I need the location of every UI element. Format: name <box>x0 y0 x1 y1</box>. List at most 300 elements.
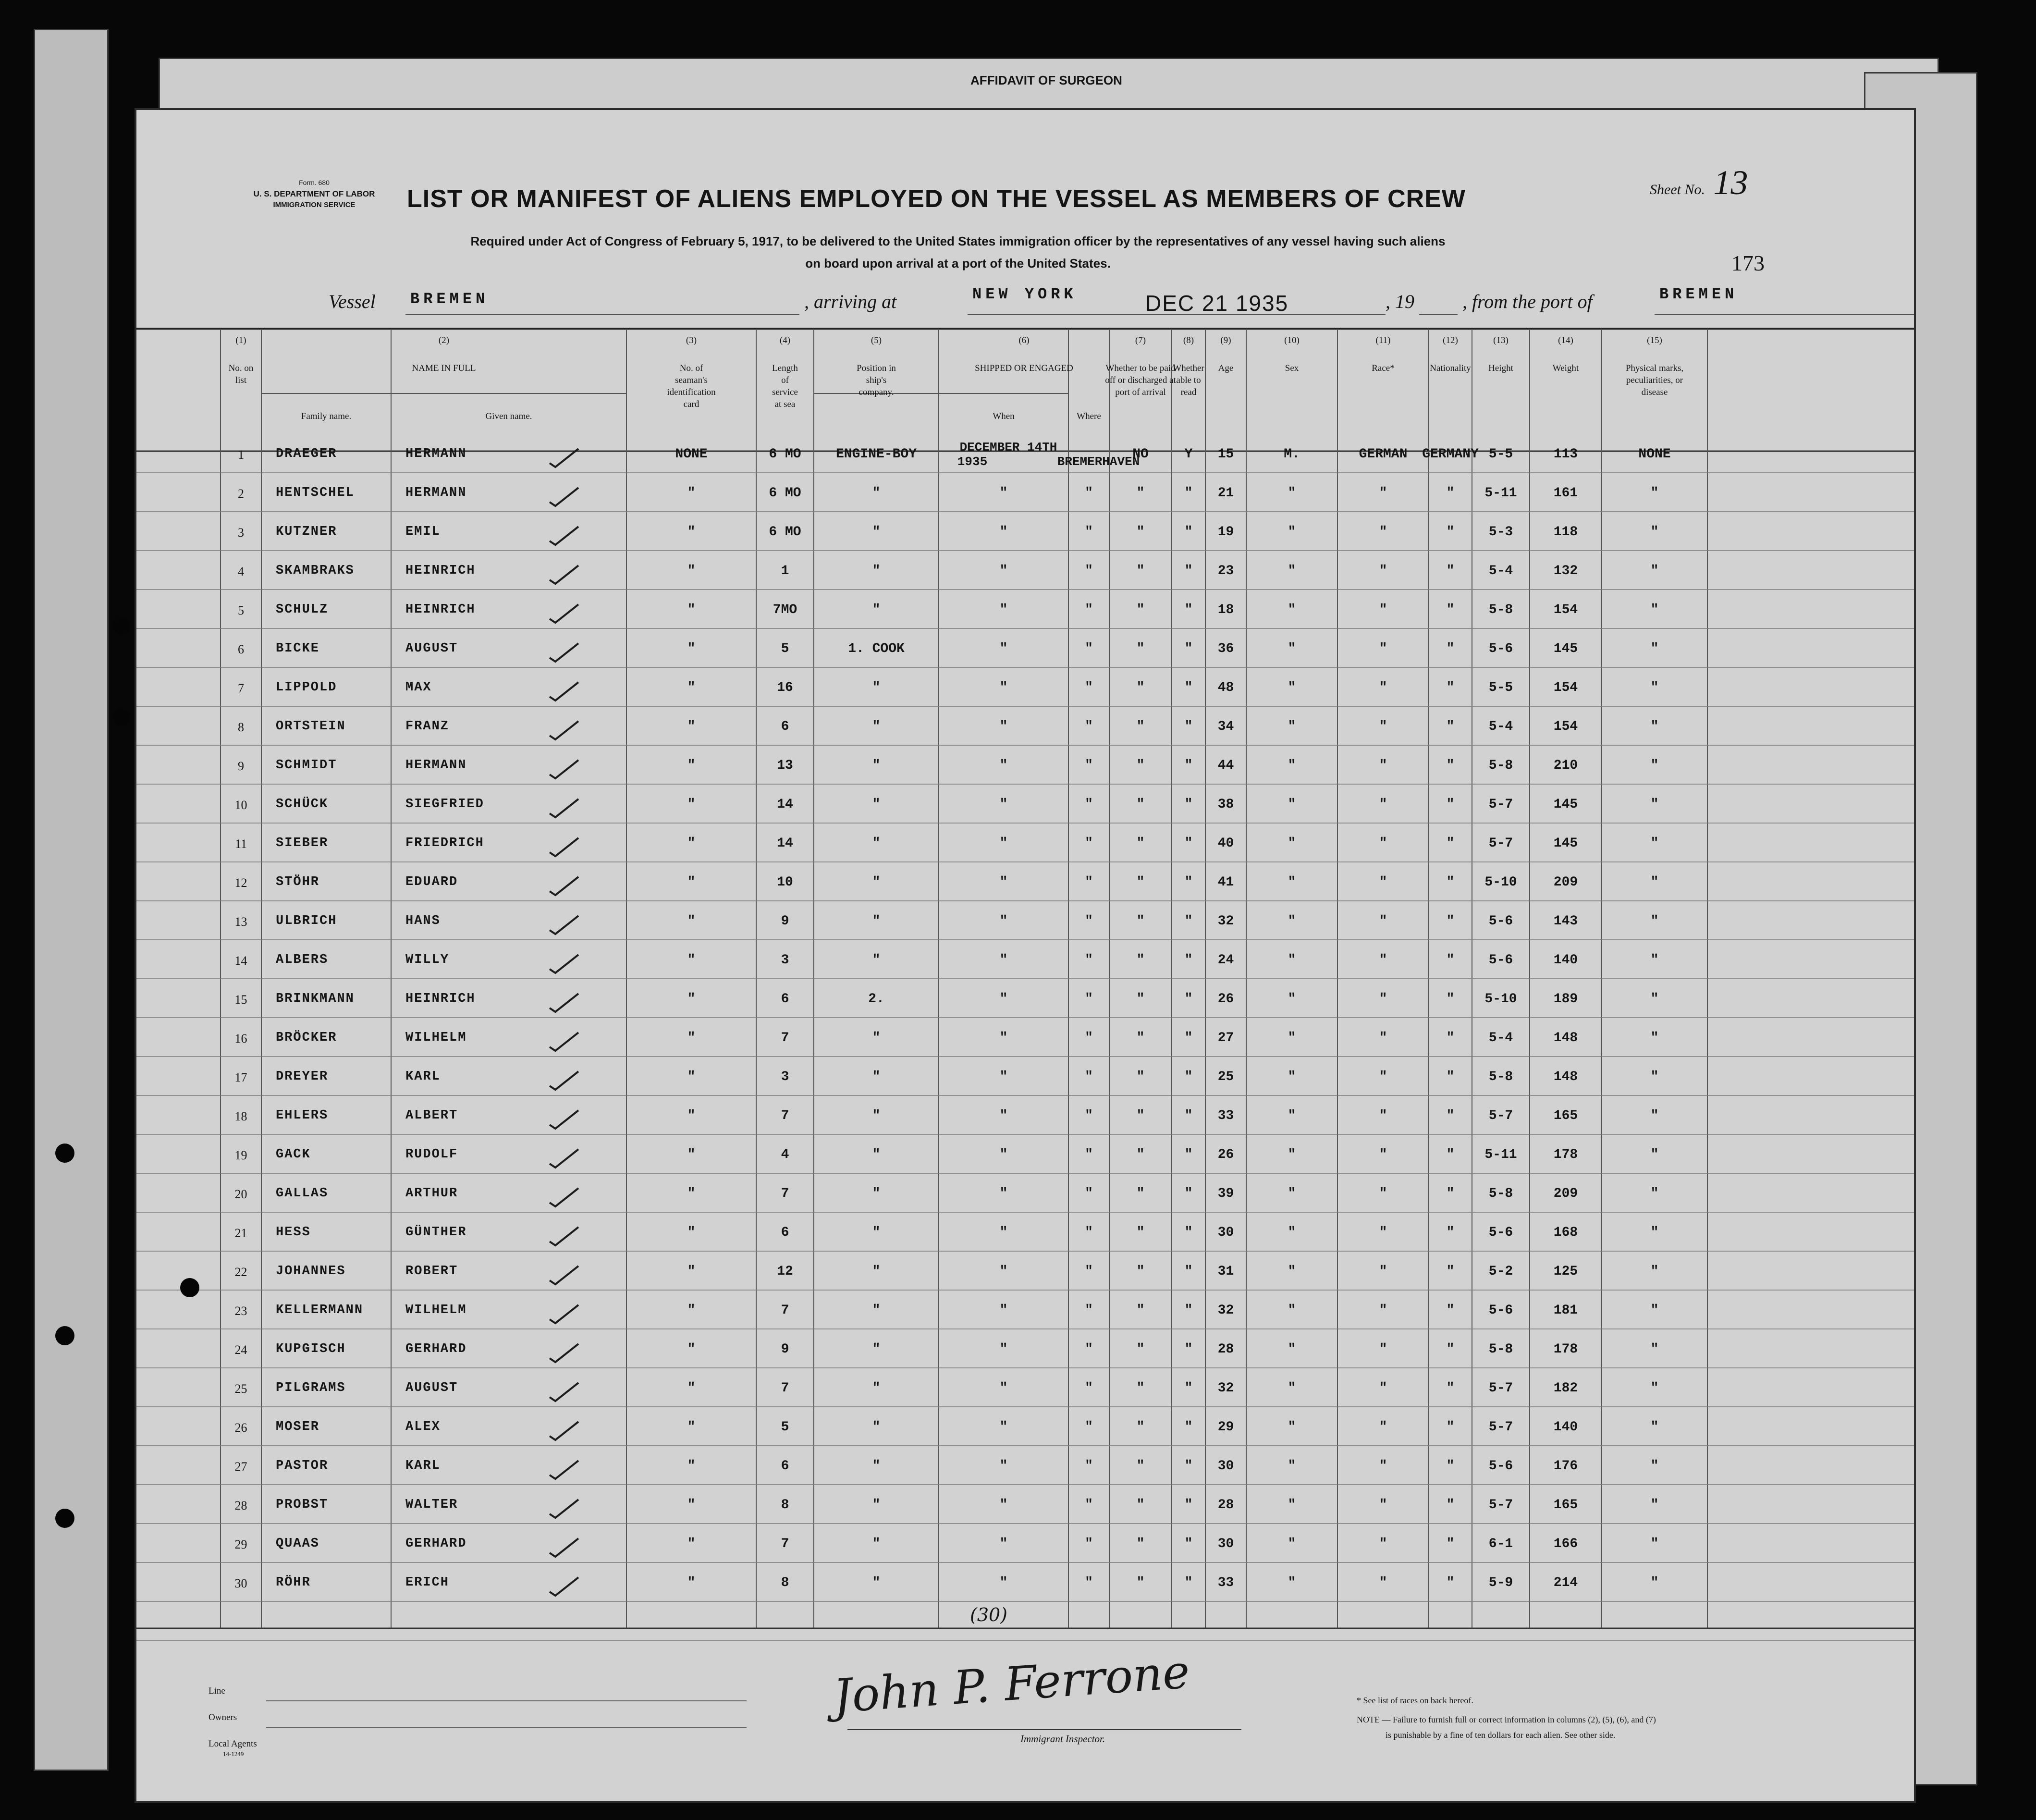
position: " <box>872 836 881 851</box>
able-to-read: " <box>1184 836 1193 851</box>
id-card: " <box>687 1575 696 1590</box>
check-mark <box>550 1149 578 1168</box>
shipped-when: 1935 <box>957 455 988 469</box>
id-card: " <box>687 836 696 851</box>
able-to-read: " <box>1184 758 1193 773</box>
physical-marks: " <box>1650 992 1659 1007</box>
race: " <box>1379 680 1387 695</box>
nationality: " <box>1446 1186 1455 1201</box>
footer-form-code: 14-1249 <box>223 1750 244 1758</box>
footer-owners-label: Owners <box>209 1712 237 1722</box>
page-number: 173 <box>1731 251 1765 275</box>
row-number: 7 <box>238 681 244 695</box>
check-mark <box>550 1071 578 1090</box>
given-name: GÜNTHER <box>405 1225 467 1240</box>
height: 5-6 <box>1488 1225 1513 1240</box>
service-length: 1 <box>781 564 789 578</box>
binder-hole <box>55 1144 74 1163</box>
row-number: 27 <box>234 1460 247 1474</box>
shipped-when: " <box>999 797 1008 812</box>
age: 28 <box>1217 1342 1234 1357</box>
able-to-read: " <box>1184 1420 1193 1435</box>
physical-marks: " <box>1650 1498 1659 1513</box>
affidavit-heading: AFFIDAVIT OF SURGEON <box>970 73 1122 87</box>
row-number: 17 <box>234 1070 247 1084</box>
weight: 168 <box>1553 1225 1578 1240</box>
given-name: HEINRICH <box>405 564 476 578</box>
able-to-read: " <box>1184 1303 1193 1318</box>
check-mark <box>550 488 578 506</box>
nationality: " <box>1446 914 1455 929</box>
service-length: 6 <box>781 1459 789 1474</box>
given-name: ALBERT <box>405 1108 458 1123</box>
able-to-read: " <box>1184 992 1193 1007</box>
able-to-read: " <box>1184 1147 1193 1162</box>
column-number: (3) <box>686 335 697 345</box>
shipped-when: " <box>999 564 1008 578</box>
service-length: 13 <box>777 758 793 773</box>
nationality: " <box>1446 1070 1455 1084</box>
service-length: 14 <box>777 797 793 812</box>
physical-marks: " <box>1650 1070 1659 1084</box>
department-name: U. S. DEPARTMENT OF LABOR <box>253 189 375 198</box>
shipped-when: " <box>999 486 1008 501</box>
nationality: " <box>1446 641 1455 656</box>
paid-off: " <box>1136 680 1145 695</box>
given-name: GERHARD <box>405 1537 467 1551</box>
check-mark <box>550 838 578 856</box>
weight: 165 <box>1553 1108 1578 1123</box>
family-name: KELLERMANN <box>276 1303 364 1317</box>
physical-marks: " <box>1650 1342 1659 1357</box>
able-to-read: " <box>1184 1108 1193 1123</box>
check-mark <box>550 1227 578 1245</box>
nationality: " <box>1446 1381 1455 1396</box>
height: 5-4 <box>1488 564 1513 578</box>
service-length: 9 <box>781 914 789 929</box>
position: " <box>872 1108 881 1123</box>
able-to-read: " <box>1184 914 1193 929</box>
paid-off: " <box>1136 1459 1145 1474</box>
nationality: " <box>1446 875 1455 890</box>
able-to-read: " <box>1184 1459 1193 1474</box>
age: 30 <box>1217 1537 1234 1551</box>
shipped-when: " <box>999 875 1008 890</box>
shipped-where: " <box>1085 1186 1093 1201</box>
height: 5-4 <box>1488 719 1513 734</box>
column-header: Race* <box>1372 363 1395 373</box>
family-name: SCHMIDT <box>276 758 337 773</box>
family-name: PASTOR <box>276 1459 329 1473</box>
given-name: WILHELM <box>405 1031 467 1045</box>
position: " <box>872 486 881 501</box>
column-header-where: Where <box>1077 411 1101 421</box>
row-number: 14 <box>234 954 247 968</box>
row-number: 29 <box>234 1537 247 1551</box>
able-to-read: " <box>1184 603 1193 617</box>
family-name: HENTSCHEL <box>276 486 355 500</box>
family-name: BRÖCKER <box>276 1031 337 1045</box>
id-card: " <box>687 797 696 812</box>
sex: " <box>1288 1264 1296 1279</box>
race: " <box>1379 1381 1387 1396</box>
family-name: GACK <box>276 1147 311 1162</box>
given-name: WALTER <box>405 1498 458 1512</box>
id-card: " <box>687 1108 696 1123</box>
column-number: (4) <box>779 335 791 345</box>
id-card: " <box>687 1225 696 1240</box>
sex: " <box>1288 992 1296 1007</box>
service-length: 5 <box>781 1420 789 1435</box>
physical-marks: " <box>1650 1381 1659 1396</box>
height: 6-1 <box>1488 1537 1513 1551</box>
check-mark <box>550 527 578 545</box>
age: 34 <box>1217 719 1234 734</box>
height: 5-7 <box>1488 1498 1513 1513</box>
able-to-read: " <box>1184 486 1193 501</box>
paid-off: " <box>1136 641 1145 656</box>
physical-marks: " <box>1650 1264 1659 1279</box>
column-number: (15) <box>1647 335 1662 345</box>
race: " <box>1379 1459 1387 1474</box>
height: 5-8 <box>1488 603 1513 617</box>
paid-off: " <box>1136 1147 1145 1162</box>
given-name: HANS <box>405 914 441 928</box>
manifest-page <box>135 108 1916 1803</box>
row-number: 9 <box>238 759 244 773</box>
nationality: GERMANY <box>1422 447 1479 462</box>
row-number: 5 <box>238 603 244 617</box>
service-length: 8 <box>781 1575 789 1590</box>
id-card: " <box>687 1070 696 1084</box>
height: 5-8 <box>1488 1342 1513 1357</box>
position: " <box>872 1420 881 1435</box>
race: " <box>1379 1225 1387 1240</box>
height: 5-8 <box>1488 1186 1513 1201</box>
given-name: WILLY <box>405 953 450 967</box>
physical-marks: " <box>1650 953 1659 968</box>
service-name: IMMIGRATION SERVICE <box>273 201 356 209</box>
service-length: 12 <box>777 1264 793 1279</box>
given-name: ERICH <box>405 1575 450 1590</box>
height: 5-7 <box>1488 836 1513 851</box>
arrival-date-stamp: DEC 21 1935 <box>1145 291 1289 316</box>
shipped-when: " <box>999 719 1008 734</box>
height: 5-4 <box>1488 1031 1513 1045</box>
height: 5-7 <box>1488 1420 1513 1435</box>
nationality: " <box>1446 836 1455 851</box>
column-header-when: When <box>993 411 1015 421</box>
race: " <box>1379 525 1387 540</box>
sex: " <box>1288 1498 1296 1513</box>
shipped-where: " <box>1085 603 1093 617</box>
weight: 178 <box>1553 1147 1578 1162</box>
column-header-given: Given name. <box>485 411 532 421</box>
arriving-port: NEW YORK <box>972 285 1077 303</box>
column-number: (1) <box>235 335 246 345</box>
height: 5-10 <box>1484 875 1517 890</box>
row-number: 6 <box>238 642 244 656</box>
physical-marks: " <box>1650 1575 1659 1590</box>
id-card: " <box>687 1498 696 1513</box>
height: 5-10 <box>1484 992 1517 1007</box>
shipped-where: BREMERHAVEN <box>1057 455 1140 469</box>
penalty-note-1: NOTE — Failure to furnish full or correct information in columns (2), (5), (6), and (7) <box>1357 1715 1656 1724</box>
nationality: " <box>1446 797 1455 812</box>
service-length: 4 <box>781 1147 789 1162</box>
paid-off: " <box>1136 875 1145 890</box>
sex: " <box>1288 525 1296 540</box>
check-mark <box>550 682 578 701</box>
sex: " <box>1288 1070 1296 1084</box>
age: 29 <box>1217 1420 1234 1435</box>
family-name: GALLAS <box>276 1186 329 1201</box>
given-name: GERHARD <box>405 1342 467 1356</box>
nationality: " <box>1446 719 1455 734</box>
service-length: 9 <box>781 1342 789 1357</box>
shipped-when: " <box>999 1420 1008 1435</box>
weight: 113 <box>1553 447 1578 462</box>
position: " <box>872 1381 881 1396</box>
subtitle-line-2: on board upon arrival at a port of the United States. <box>805 256 1111 271</box>
service-length: 7 <box>781 1031 789 1045</box>
shipped-when: " <box>999 680 1008 695</box>
age: 32 <box>1217 914 1234 929</box>
physical-marks: " <box>1650 797 1659 812</box>
able-to-read: " <box>1184 1381 1193 1396</box>
id-card: " <box>687 1303 696 1318</box>
service-length: 10 <box>777 875 793 890</box>
age: 40 <box>1217 836 1234 851</box>
race: " <box>1379 1303 1387 1318</box>
sex: " <box>1288 603 1296 617</box>
shipped-where: " <box>1085 1420 1093 1435</box>
shipped-where: " <box>1085 525 1093 540</box>
nationality: " <box>1446 680 1455 695</box>
column-number: (11) <box>1375 335 1391 345</box>
shipped-when: " <box>999 1225 1008 1240</box>
row-number: 11 <box>234 837 247 851</box>
given-name: KARL <box>405 1459 441 1473</box>
family-name: QUAAS <box>276 1537 320 1551</box>
age: 27 <box>1217 1031 1234 1045</box>
column-header: Length of service at sea <box>772 363 798 409</box>
row-number: 25 <box>234 1382 247 1396</box>
shipped-where: " <box>1085 1031 1093 1045</box>
sex: M. <box>1284 447 1300 462</box>
able-to-read: " <box>1184 1575 1193 1590</box>
binder-hole <box>55 1326 74 1345</box>
row-number: 15 <box>234 993 247 1007</box>
check-mark <box>550 1461 578 1479</box>
race: " <box>1379 758 1387 773</box>
total-count-note: (30) <box>970 1604 1008 1625</box>
family-name: PILGRAMS <box>276 1381 346 1395</box>
family-name: STÖHR <box>276 875 320 889</box>
check-mark <box>550 1500 578 1518</box>
paid-off: " <box>1136 1498 1145 1513</box>
check-mark <box>550 1538 578 1557</box>
footer-agents-label: Local Agents <box>209 1739 257 1749</box>
sex: " <box>1288 953 1296 968</box>
shipped-when: " <box>999 914 1008 929</box>
weight: 176 <box>1553 1459 1578 1474</box>
race: " <box>1379 486 1387 501</box>
nationality: " <box>1446 486 1455 501</box>
race: " <box>1379 836 1387 851</box>
from-port-label: , from the port of <box>1462 291 1593 312</box>
age: 19 <box>1217 525 1234 540</box>
check-mark <box>550 1110 578 1129</box>
physical-marks: " <box>1650 914 1659 929</box>
sex: " <box>1288 1381 1296 1396</box>
shipped-when: " <box>999 758 1008 773</box>
shipped-when: " <box>999 1575 1008 1590</box>
weight: 181 <box>1553 1303 1578 1318</box>
shipped-when: " <box>999 1459 1008 1474</box>
age: 30 <box>1217 1225 1234 1240</box>
age: 36 <box>1217 641 1234 656</box>
sheet-label: Sheet No. <box>1650 182 1705 197</box>
shipped-when: " <box>999 1147 1008 1162</box>
given-name: AUGUST <box>405 641 458 656</box>
shipped-where: " <box>1085 1342 1093 1357</box>
column-number: (14) <box>1558 335 1573 345</box>
service-length: 6 <box>781 992 789 1007</box>
column-header: No. of seaman's identification card <box>667 363 716 409</box>
family-name: LIPPOLD <box>276 680 337 695</box>
sex: " <box>1288 719 1296 734</box>
shipped-when: " <box>999 1381 1008 1396</box>
paid-off: " <box>1136 1303 1145 1318</box>
physical-marks: " <box>1650 1420 1659 1435</box>
age: 26 <box>1217 1147 1234 1162</box>
shipped-where: " <box>1085 1498 1093 1513</box>
column-number: (8) <box>1183 335 1194 345</box>
able-to-read: " <box>1184 525 1193 540</box>
family-name: PROBST <box>276 1498 329 1512</box>
row-number: 19 <box>234 1148 247 1162</box>
position: ENGINE-BOY <box>835 447 917 462</box>
able-to-read: " <box>1184 953 1193 968</box>
physical-marks: " <box>1650 1147 1659 1162</box>
weight: 148 <box>1553 1031 1578 1045</box>
family-name: DRAEGER <box>276 447 337 461</box>
paid-off: NO <box>1132 447 1149 462</box>
age: 48 <box>1217 680 1234 695</box>
shipped-when: " <box>999 1070 1008 1084</box>
sex: " <box>1288 1108 1296 1123</box>
back-sheet-left <box>34 29 109 1771</box>
paid-off: " <box>1136 758 1145 773</box>
race-footnote: * See list of races on back hereof. <box>1357 1696 1473 1705</box>
id-card: " <box>687 1537 696 1551</box>
paid-off: " <box>1136 719 1145 734</box>
column-number: (5) <box>871 335 882 345</box>
position: " <box>872 1342 881 1357</box>
check-mark <box>550 566 578 584</box>
nationality: " <box>1446 1498 1455 1513</box>
given-name: FRANZ <box>405 719 450 734</box>
weight: 143 <box>1553 914 1578 929</box>
sex: " <box>1288 758 1296 773</box>
column-header: Age <box>1218 363 1234 373</box>
physical-marks: " <box>1650 603 1659 617</box>
weight: 214 <box>1553 1575 1578 1590</box>
row-number: 21 <box>234 1226 247 1240</box>
binder-hole <box>55 1509 74 1528</box>
race: " <box>1379 1575 1387 1590</box>
position: " <box>872 1537 881 1551</box>
nationality: " <box>1446 953 1455 968</box>
race: " <box>1379 1498 1387 1513</box>
paid-off: " <box>1136 1070 1145 1084</box>
shipped-when: " <box>999 1031 1008 1045</box>
family-name: SCHULZ <box>276 603 329 617</box>
column-header: Position in ship's company. <box>857 363 896 397</box>
age: 25 <box>1217 1070 1234 1084</box>
row-number: 4 <box>238 565 244 578</box>
family-name: KUPGISCH <box>276 1342 346 1356</box>
inspector-caption: Immigrant Inspector. <box>1020 1733 1105 1745</box>
check-mark <box>550 799 578 817</box>
binder-hole <box>113 709 130 726</box>
service-length: 6 <box>781 1225 789 1240</box>
family-name: EHLERS <box>276 1108 329 1123</box>
weight: 132 <box>1553 564 1578 578</box>
family-name: SKAMBRAKS <box>276 564 355 578</box>
height: 5-8 <box>1488 1070 1513 1084</box>
service-length: 16 <box>777 680 793 695</box>
weight: 148 <box>1553 1070 1578 1084</box>
sex: " <box>1288 486 1296 501</box>
position: " <box>872 1147 881 1162</box>
age: 32 <box>1217 1303 1234 1318</box>
shipped-where: " <box>1085 1108 1093 1123</box>
height: 5-5 <box>1488 447 1513 462</box>
row-number: 16 <box>234 1032 247 1045</box>
weight: 210 <box>1553 758 1578 773</box>
physical-marks: " <box>1650 1225 1659 1240</box>
height: 5-6 <box>1488 1459 1513 1474</box>
able-to-read: " <box>1184 564 1193 578</box>
column-number: (9) <box>1220 335 1231 345</box>
shipped-when: " <box>999 992 1008 1007</box>
position: " <box>872 525 881 540</box>
physical-marks: " <box>1650 564 1659 578</box>
row-number: 23 <box>234 1304 247 1318</box>
given-name: ARTHUR <box>405 1186 458 1201</box>
position: " <box>872 797 881 812</box>
column-header: Nationality <box>1430 363 1471 373</box>
nationality: " <box>1446 564 1455 578</box>
check-mark <box>550 721 578 739</box>
id-card: " <box>687 1381 696 1396</box>
position: " <box>872 680 881 695</box>
height: 5-6 <box>1488 641 1513 656</box>
column-header: Whether to be paid off or discharged at port of arrival <box>1105 363 1176 397</box>
sex: " <box>1288 1342 1296 1357</box>
race: " <box>1379 1031 1387 1045</box>
position: 1. COOK <box>848 641 905 656</box>
race: " <box>1379 1108 1387 1123</box>
id-card: NONE <box>675 447 708 462</box>
row-number: 12 <box>234 876 247 890</box>
shipped-when: " <box>999 1342 1008 1357</box>
position: " <box>872 1070 881 1084</box>
check-mark <box>550 916 578 934</box>
physical-marks: " <box>1650 486 1659 501</box>
